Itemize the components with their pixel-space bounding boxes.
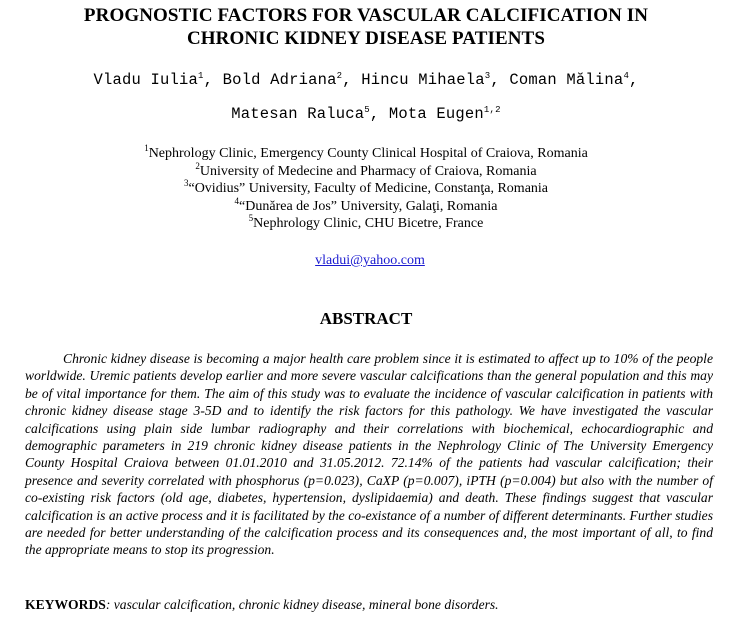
affiliation-item <box>0 160 732 181</box>
affiliation-text: Nephrology Clinic, CHU Bicetre, France <box>253 216 484 231</box>
author-separator: , <box>203 71 223 89</box>
affiliation-list <box>0 145 732 233</box>
author-name: Coman Mălina <box>509 71 624 89</box>
affiliation-text: University of Medecine and Pharmacy of Craiova, Romania <box>199 163 537 179</box>
paper-title-line-2: CHRONIC KIDNEY DISEASE PATIENTS <box>186 28 545 49</box>
author-list <box>0 63 732 131</box>
author-separator: , <box>342 71 362 89</box>
author-line-1 <box>0 63 732 97</box>
paper-title-line-1: PROGNOSTIC FACTORS FOR VASCULAR CALCIFICATION IN <box>83 5 649 26</box>
author-name: Matesan Raluca <box>231 105 365 123</box>
author-affiliation-mark: 1,2 <box>483 105 501 115</box>
author-affiliation-mark: 5 <box>364 105 370 115</box>
author-affiliation-mark: 3 <box>484 71 491 81</box>
affiliation-mark: 3 <box>183 178 189 188</box>
author-affiliation-mark: 4 <box>623 71 630 81</box>
affiliation-item <box>0 215 732 233</box>
author-separator: , <box>369 105 389 123</box>
affiliation-item <box>0 195 732 216</box>
abstract-heading: ABSTRACT <box>319 309 413 328</box>
author-line-2 <box>0 97 732 131</box>
author-separator: , <box>490 71 510 89</box>
affiliation-text: “Dunărea de Jos” University, Galaţi, Romania <box>239 198 498 214</box>
author-separator: , <box>629 71 639 89</box>
author-name: Mota Eugen <box>388 105 484 123</box>
abstract-body: Chronic kidney disease is becoming a major health care problem since it is estimated to affect up to 10% of the people worldwide. Uremic patients develop earlier and more severe vascular calcifications than the general population and this may be of vital importance for them. The aim of this study was to evaluate the incidence of vascular calcification in patients with chronic kidney disease stage 3-5D and to identify the risk factors for this pathology. We have investigated the vascular calcifications using plain side lumbar radiography and their correlations with biochemical, echocardiographic and demographic parameters in 219 chronic kidney disease patients in the Nephrology Clinic of The University Emergency County Hospital Craiova between 01.01.2010 and 31.05.2012. 72.14% of the patients had vascular calcification; their presence and severity correlated with phosphorus (p=0.023), CaXP (p=0.007), iPTH (p=0.004) but also with the number of co-existing risk factors (old age, diabetes, hypertension, dyslipidaemia) and death. These findings suggest that vascular calcification is an active process and it is facilitated by the co-existance of a number of different determinants. Further studies are needed for better understanding of the calcification process and its consequences and, the most important of all, to find the appropriate means to stop its progression. <box>25 351 713 558</box>
affiliation-mark: 4 <box>234 195 240 206</box>
author-affiliation-mark: 1 <box>197 71 204 81</box>
affiliation-text: “Ovidius” University, Faculty of Medicine, Constanţa, Romania <box>188 181 549 196</box>
keywords-label: KEYWORDS <box>25 597 106 612</box>
author-name: Hincu Mihaela <box>361 71 485 89</box>
affiliation-mark: 2 <box>195 160 200 171</box>
author-affiliation-mark: 2 <box>336 71 343 81</box>
contact-email-block <box>0 253 732 269</box>
affiliation-text: Nephrology Clinic, Emergency County Clinical Hospital of Craiova, Romania <box>148 146 588 161</box>
affiliation-mark: 1 <box>144 143 149 153</box>
author-name: Bold Adriana <box>222 71 337 89</box>
keywords-text: : vascular calcification, chronic kidney disease, mineral bone disorders. <box>105 597 499 612</box>
author-name: Vladu Iulia <box>93 71 198 89</box>
affiliation-item <box>0 145 732 163</box>
keywords-line <box>25 597 725 613</box>
affiliation-mark: 5 <box>248 213 254 223</box>
affiliation-item <box>0 180 732 198</box>
paper-title <box>0 4 732 50</box>
email-link[interactable]: vladui@yahoo.com <box>315 253 425 268</box>
